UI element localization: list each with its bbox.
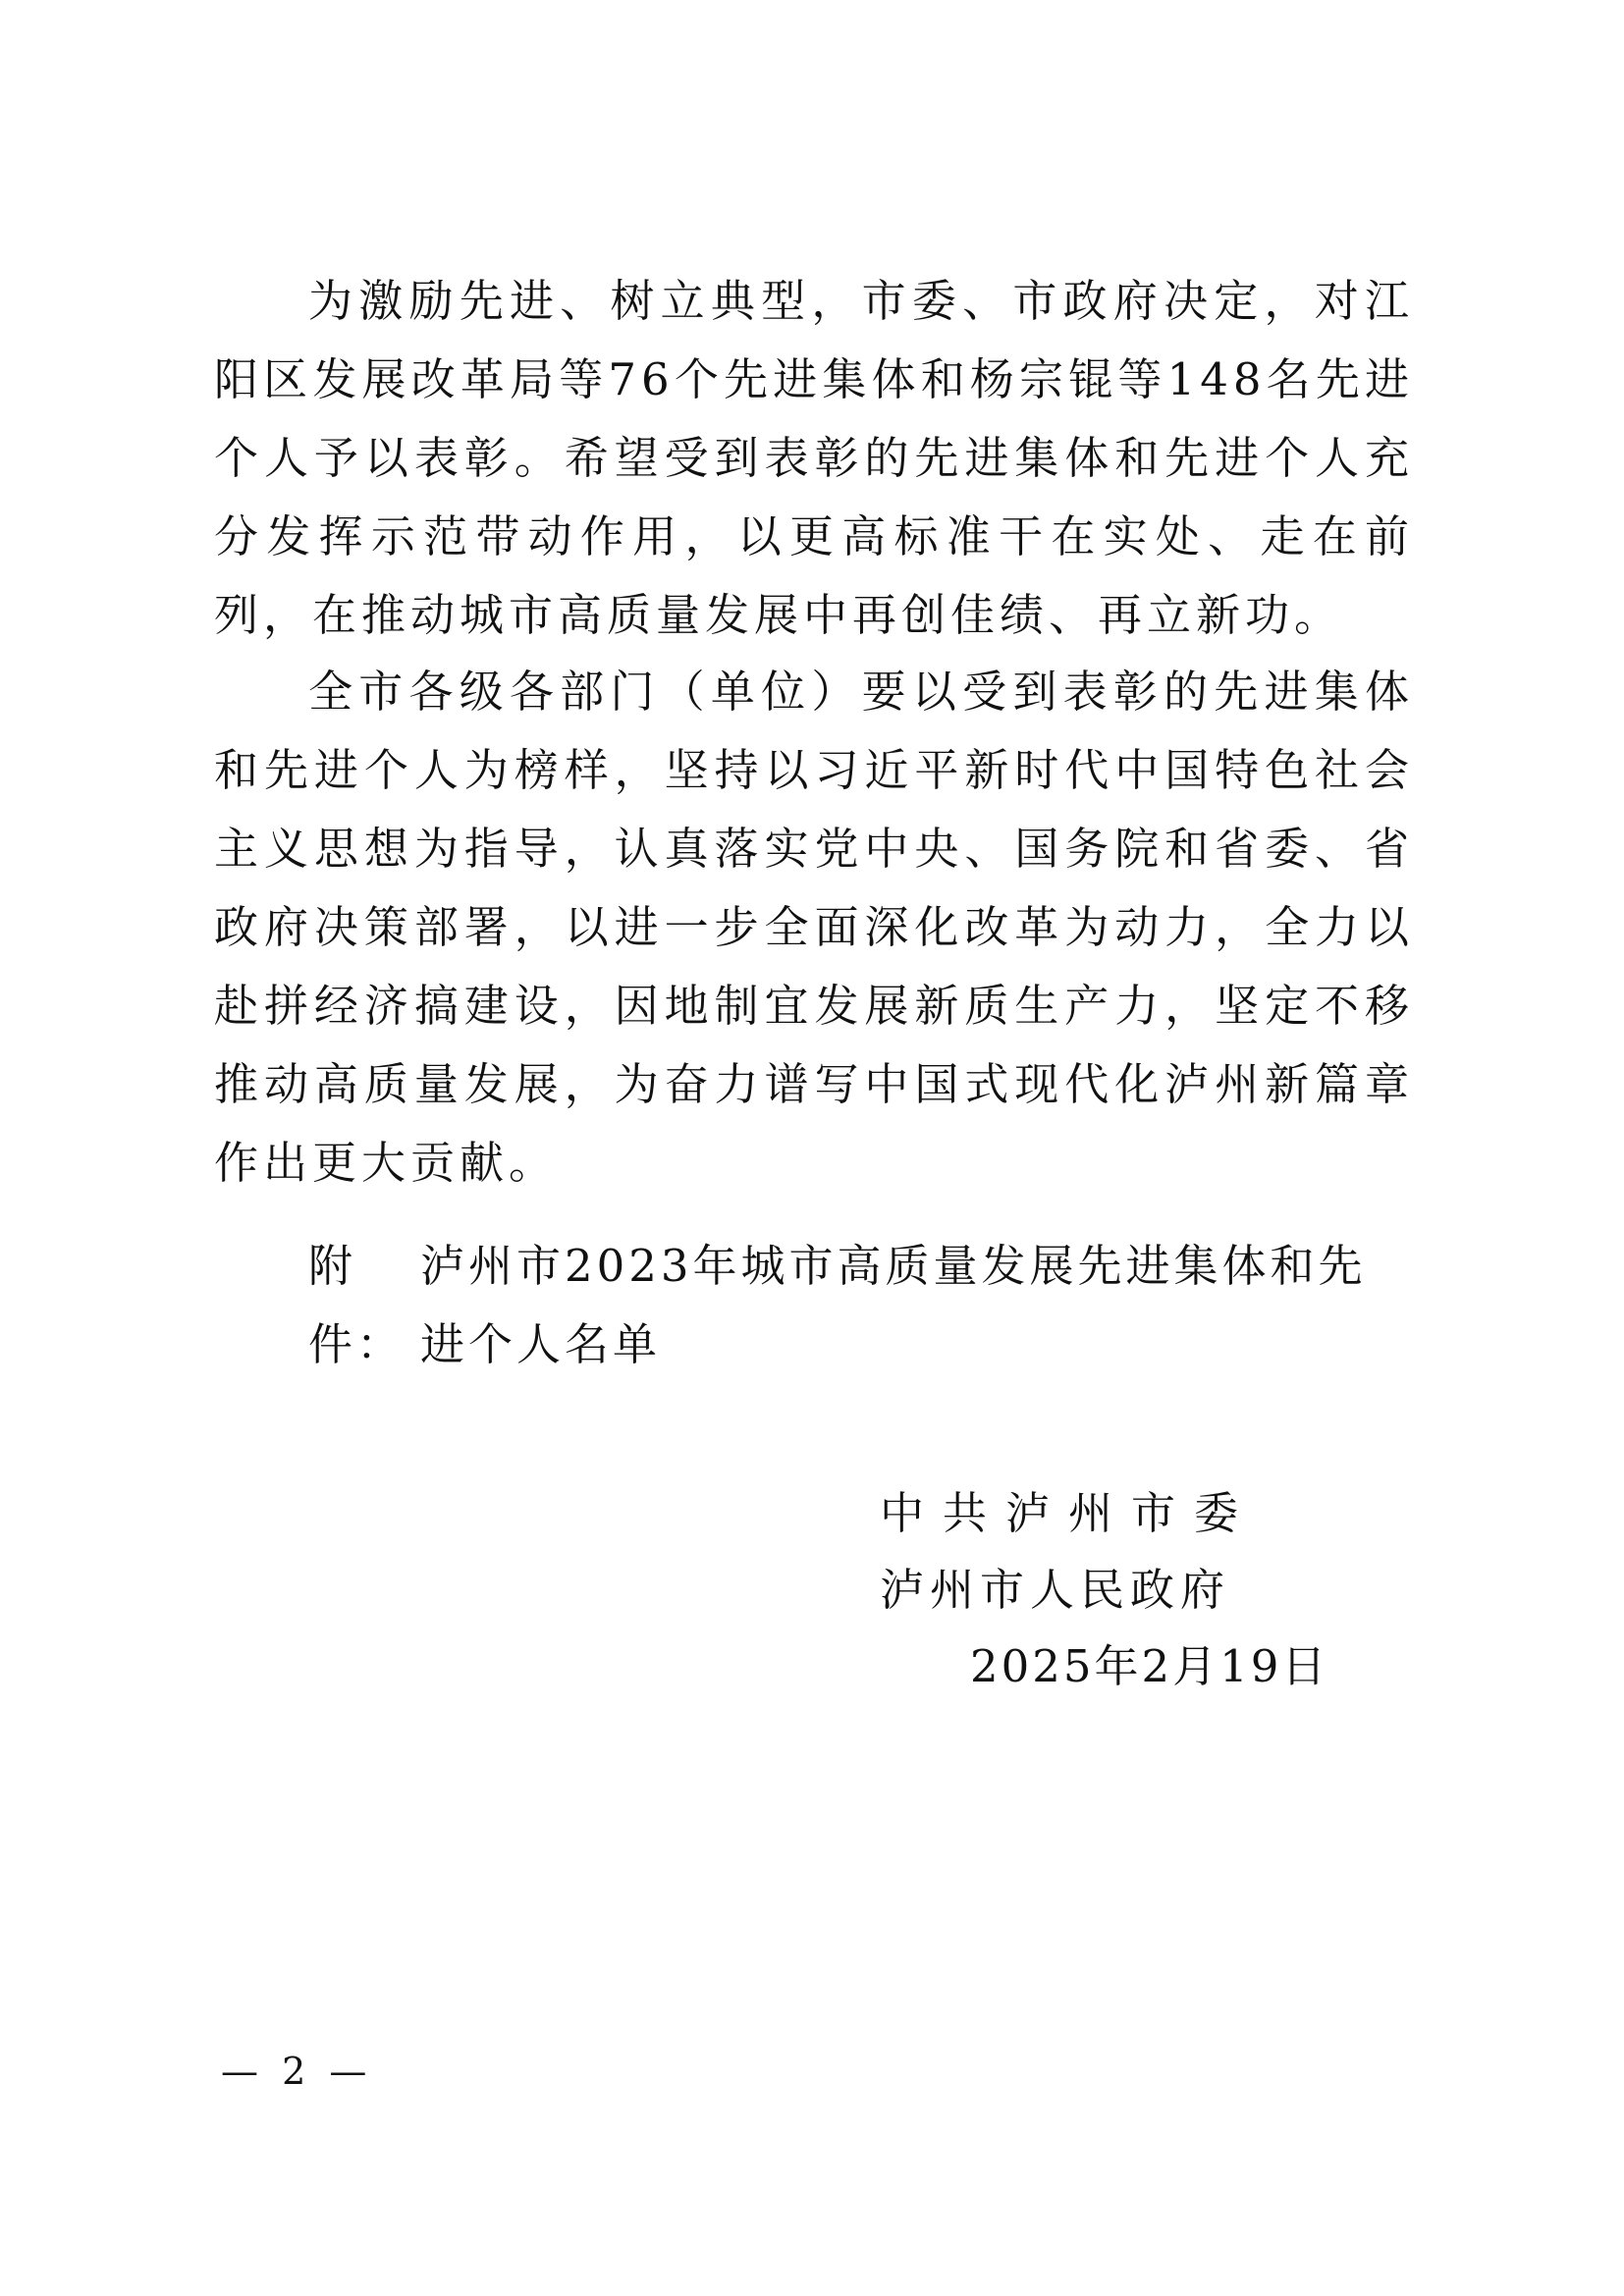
body-paragraph-1: 为激励先进、树立典型，市委、市政府决定，对江阳区发展改革局等76个先进集体和杨宗锟等148名先进个人予以表彰。希望受到表彰的先进集体和先进个人充分发挥示范带动作用，以更高标准干在实处、走在前列，在推动城市高质量发展中再创佳绩、再立新功。 [214,275,1414,641]
signature-org-party-committee: 中共泸州市委 [880,1487,1258,1539]
body-paragraph-2: 全市各级各部门（单位）要以受到表彰的先进集体和先进个人为榜样，坚持以习近平新时代中国特色社会主义思想为指导，认真落实党中央、国务院和省委、省政府决策部署，以进一步全面深化改革为动力，全力以赴拼经济搞建设，因地制宜发展新质生产力，坚定不移推动高质量发展，为奋力谱写中国式现代化泸州新篇章作出更大贡献。 [214,666,1414,1189]
signature-org-government: 泸州市人民政府 [880,1564,1231,1616]
signature-date: 2025年2月19日 [970,1640,1329,1692]
page-number: — 2 — [221,2050,373,2093]
attachment-label: 附件： [308,1240,406,1370]
attachment-note [308,1227,1428,1384]
attachment-title: 泸州市2023年城市高质量发展先进集体和先进个人名单 [420,1240,1367,1370]
